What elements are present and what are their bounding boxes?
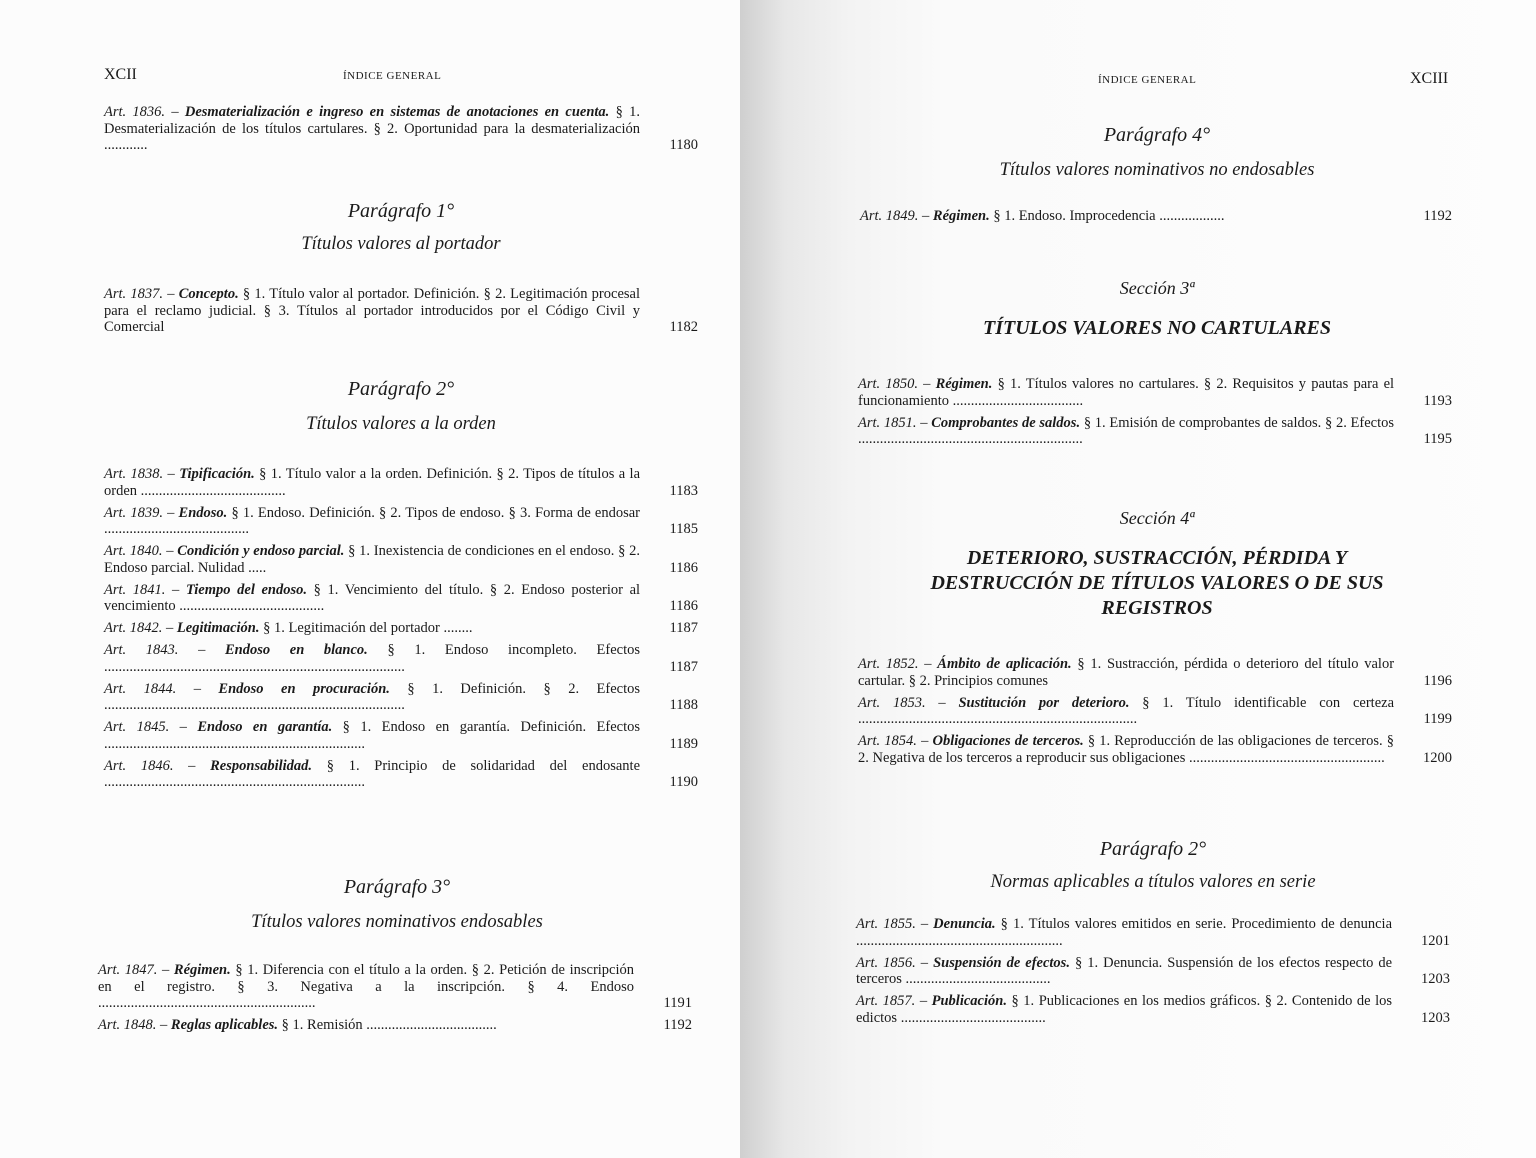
index-entry: Art. 1851. – Comprobantes de saldos. § 1. Emisión de comprobantes de saldos. § 2. Efectos .............................................................. 1195 bbox=[858, 414, 1452, 447]
section-subheading: Títulos valores nominativos no endosables bbox=[999, 160, 1315, 180]
entry-group bbox=[98, 962, 692, 1039]
index-entry: Art. 1846. – Responsabilidad. § 1. Principio de solidaridad del endosante ........................................................................ 1190 bbox=[104, 757, 698, 790]
right-page bbox=[740, 0, 1536, 1158]
left-page bbox=[0, 0, 740, 1158]
entry-group bbox=[856, 916, 1450, 1032]
entry-group-intro bbox=[104, 104, 698, 159]
section-subheading: DETERIORO, SUSTRACCIÓN, PÉRDIDA Y DESTRUCCIÓN DE TÍTULOS VALORES O DE SUS REGISTROS bbox=[930, 547, 1384, 619]
section-subheading: Títulos valores a la orden bbox=[306, 414, 496, 434]
page-number: XCII bbox=[104, 66, 137, 83]
section-subheading: TÍTULOS VALORES NO CARTULARES bbox=[982, 317, 1332, 339]
section-heading: Parágrafo 2° bbox=[1099, 838, 1207, 860]
index-entry: Art. 1853. – Sustitución por deterioro. § 1. Título identificable con certeza ............................................................................. 1199 bbox=[858, 694, 1452, 727]
section-heading: Parágrafo 3° bbox=[343, 876, 451, 898]
index-entry: Art. 1854. – Obligaciones de terceros. § 1. Reproducción de las obligaciones de terceros. § 2. Negativa de los terceros a reproducir sus obligaciones ...................................................... 1200 bbox=[858, 733, 1452, 766]
section-heading: Parágrafo 1° bbox=[347, 200, 455, 222]
index-entry: Art. 1855. – Denuncia. § 1. Títulos valores emitidos en serie. Procedimiento de denuncia ......................................................... 1201 bbox=[856, 916, 1450, 949]
index-entry: Art. 1841. – Tiempo del endoso. § 1. Vencimiento del título. § 2. Endoso posterior al vencimiento ........................................ 1186 bbox=[104, 581, 698, 614]
section-heading: Sección 4ª bbox=[1119, 508, 1195, 528]
running-head: ÍNDICE GENERAL bbox=[1098, 74, 1197, 86]
section-subheading: Normas aplicables a títulos valores en serie bbox=[990, 872, 1316, 892]
index-entry: Art. 1840. – Condición y endoso parcial. § 1. Inexistencia de condiciones en el endoso. § 2. Endoso parcial. Nulidad ..... 1186 bbox=[104, 543, 698, 576]
index-entry: Art. 1838. – Tipificación. § 1. Título valor a la orden. Definición. § 2. Tipos de títulos a la orden ........................................ 1183 bbox=[104, 466, 698, 499]
index-entry: Art. 1847. – Régimen. § 1. Diferencia con el título a la orden. § 2. Petición de inscripción en el registro. § 3. Negativa a la inscripción. § 4. Endoso ............................................................ 1191 bbox=[98, 962, 692, 1011]
index-entry: Art. 1845. – Endoso en garantía. § 1. Endoso en garantía. Definición. Efectos ........................................................................ 1189 bbox=[104, 719, 698, 752]
entry-group bbox=[860, 208, 1452, 230]
index-entry: Art. 1849. – Régimen. § 1. Endoso. Improcedencia .................. 1192 bbox=[860, 208, 1452, 224]
index-entry: Art. 1857. – Publicación. § 1. Publicaciones en los medios gráficos. § 2. Contenido de los edictos ........................................ 1203 bbox=[856, 993, 1450, 1026]
section-heading: Parágrafo 2° bbox=[347, 378, 455, 400]
index-entry: Art. 1842. – Legitimación. § 1. Legitimación del portador ........ 1187 bbox=[104, 620, 698, 636]
entry-group bbox=[104, 286, 698, 341]
index-entry: Art. 1839. – Endoso. § 1. Endoso. Definición. § 2. Tipos de endoso. § 3. Forma de endosar ........................................ 1185 bbox=[104, 504, 698, 537]
section-subheading: Títulos valores nominativos endosables bbox=[251, 912, 543, 932]
index-entry: Art. 1837. – Concepto. § 1. Título valor al portador. Definición. § 2. Legitimación procesal para el reclamo judicial. § 3. Títulos al portador introducidos por el Código Civil y Comercial 1182 bbox=[104, 286, 698, 335]
index-entry: Art. 1856. – Suspensión de efectos. § 1. Denuncia. Suspensión de los efectos respecto de terceros ........................................ 1203 bbox=[856, 954, 1450, 987]
section-heading: Sección 3ª bbox=[1119, 278, 1195, 298]
page-number: XCIII bbox=[1410, 70, 1449, 87]
index-entry: Art. 1843. – Endoso en blanco. § 1. Endoso incompleto. Efectos ................................................................................... 1187 bbox=[104, 642, 698, 675]
entry-group bbox=[858, 376, 1452, 453]
section-subheading: Títulos valores al portador bbox=[301, 234, 501, 254]
entry-group bbox=[104, 466, 698, 796]
running-head: ÍNDICE GENERAL bbox=[343, 70, 442, 82]
section-heading: Parágrafo 4° bbox=[1103, 124, 1211, 146]
index-entry: Art. 1848. – Reglas aplicables. § 1. Remisión .................................... 1192 bbox=[98, 1017, 692, 1033]
index-entry: Art. 1836. – Desmaterialización e ingreso en sistemas de anotaciones en cuenta. § 1. Desmaterialización de los títulos cartulares. § 2. Oportunidad para la desmaterialización ............ 1180 bbox=[104, 104, 698, 153]
index-entry: Art. 1844. – Endoso en procuración. § 1. Definición. § 2. Efectos ................................................................................... 1188 bbox=[104, 680, 698, 713]
index-entry: Art. 1852. – Ámbito de aplicación. § 1. Sustracción, pérdida o deterioro del título valor cartular. § 2. Principios comunes 1196 bbox=[858, 656, 1452, 689]
entry-group bbox=[858, 656, 1452, 772]
index-entry: Art. 1850. – Régimen. § 1. Títulos valores no cartulares. § 2. Requisitos y pautas para el funcionamiento .................................... 1193 bbox=[858, 376, 1452, 409]
